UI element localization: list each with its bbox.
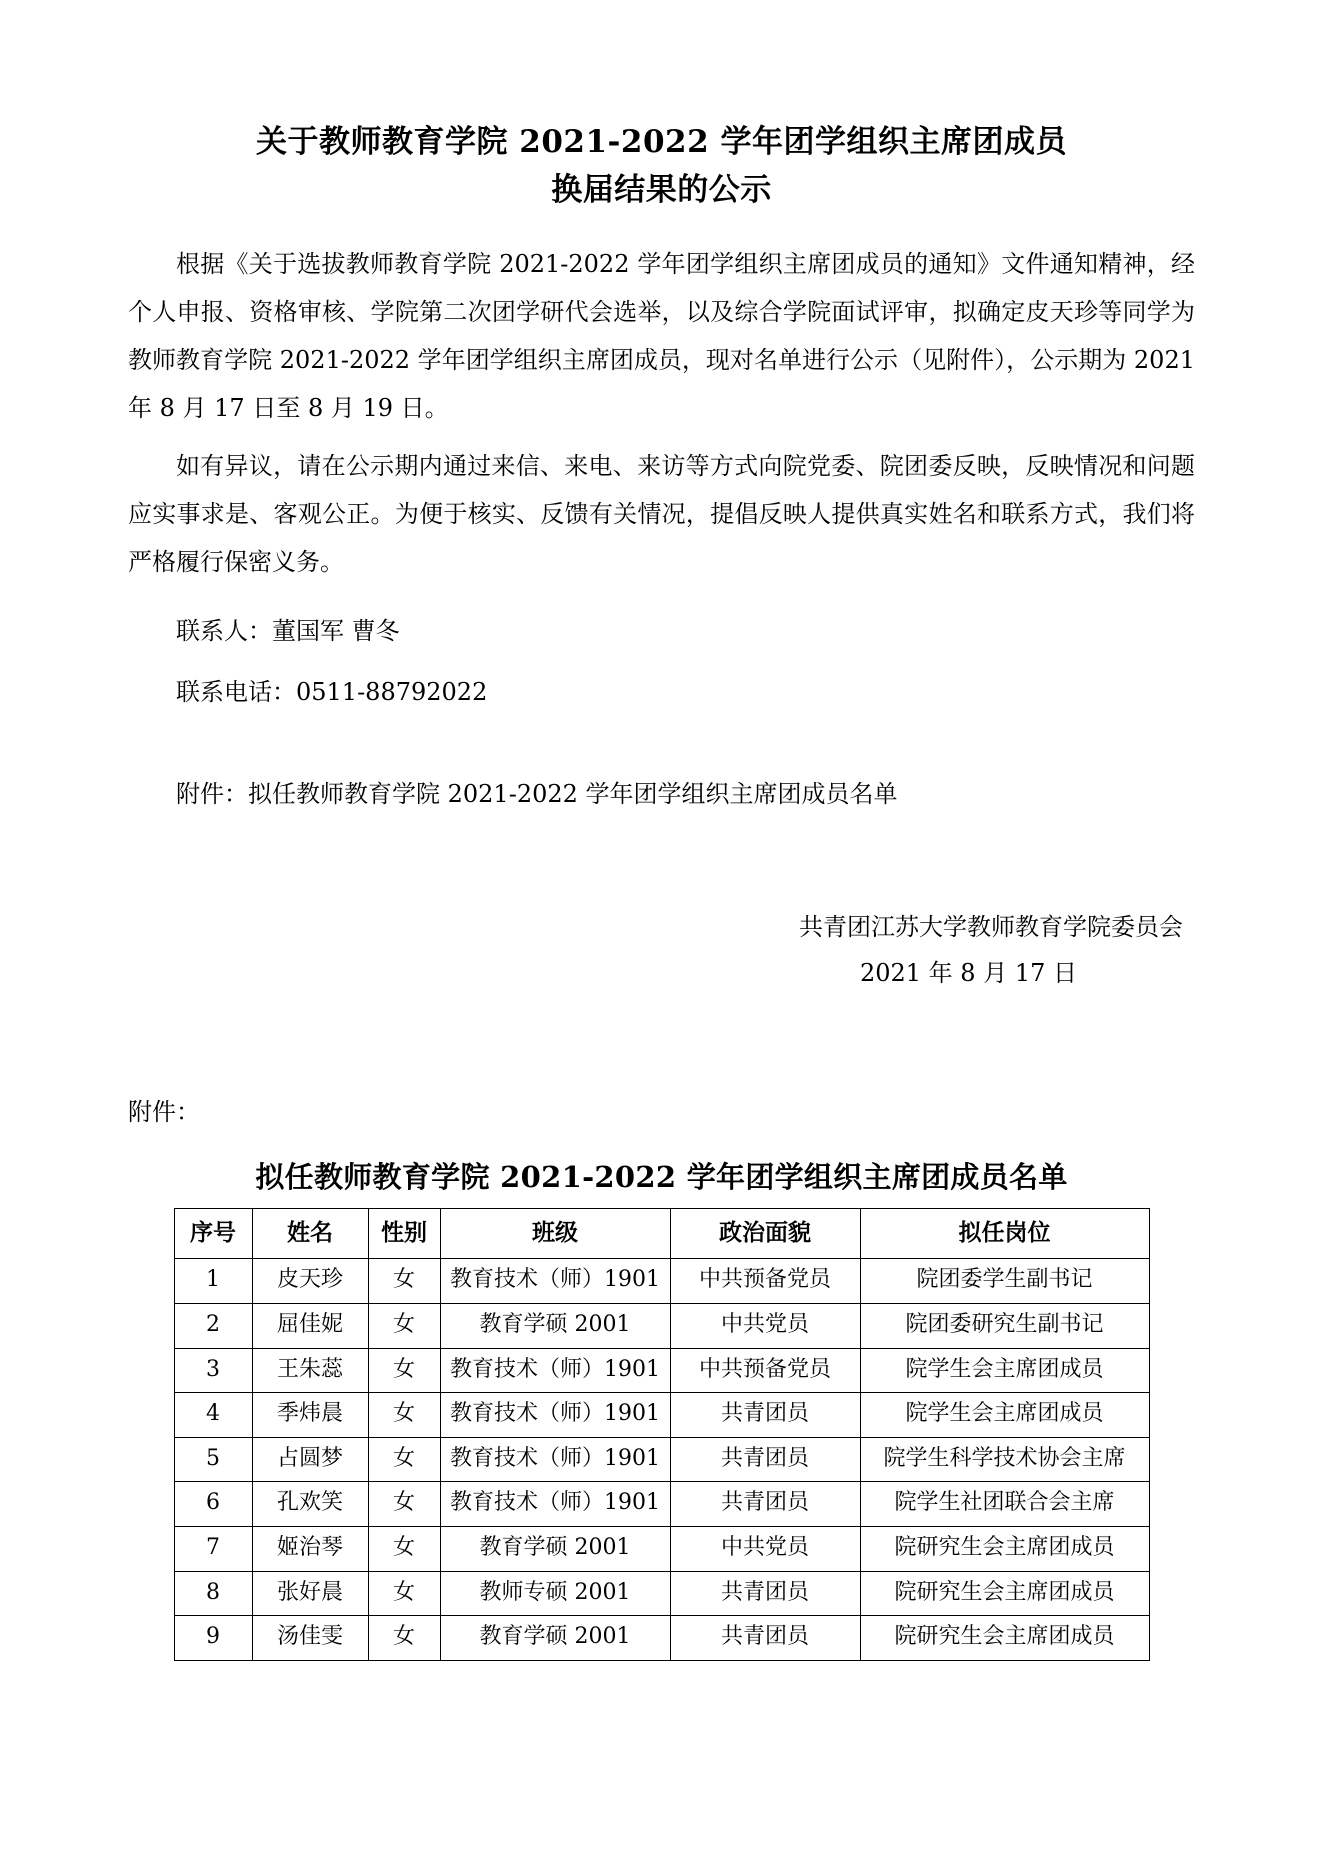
cell-gender: 女 [368,1437,440,1482]
cell-name: 季炜晨 [252,1393,368,1438]
cell-gender: 女 [368,1348,440,1393]
cell-gender: 女 [368,1393,440,1438]
cell-political-status: 共青团员 [670,1437,860,1482]
cell-position: 院团委学生副书记 [860,1259,1149,1304]
cell-class: 教育技术（师）1901 [440,1482,670,1527]
cell-index: 5 [174,1437,252,1482]
table-row [174,1303,1149,1348]
cell-index: 2 [174,1303,252,1348]
cell-position: 院学生社团联合会主席 [860,1482,1149,1527]
table-title: 拟任教师教育学院 2021-2022 学年团学组织主席团成员名单 [255,1160,1068,1195]
cell-index: 9 [174,1616,252,1661]
cell-name: 皮天珍 [252,1259,368,1304]
cell-gender: 女 [368,1616,440,1661]
cell-index: 6 [174,1482,252,1527]
cell-position: 院学生会主席团成员 [860,1393,1149,1438]
cell-position: 院学生会主席团成员 [860,1348,1149,1393]
table-row [174,1437,1149,1482]
table-row [174,1348,1149,1393]
table-row [174,1571,1149,1616]
cell-gender: 女 [368,1259,440,1304]
cell-political-status: 共青团员 [670,1616,860,1661]
table-row [174,1259,1149,1304]
cell-political-status: 共青团员 [670,1393,860,1438]
cell-class: 教育学硕 2001 [440,1616,670,1661]
cell-name: 姬治琴 [252,1526,368,1571]
contact-phone: 联系电话：0511-88792022 [176,677,488,706]
cell-index: 3 [174,1348,252,1393]
attachment-label: 附件： [128,1098,200,1127]
cell-name: 张好晨 [252,1571,368,1616]
page-title [128,118,1195,214]
cell-class: 教育技术（师）1901 [440,1437,670,1482]
cell-position: 院研究生会主席团成员 [860,1616,1149,1661]
roster-table [174,1208,1150,1660]
cell-political-status: 中共党员 [670,1526,860,1571]
cell-name: 汤佳雯 [252,1616,368,1661]
table-row [174,1526,1149,1571]
cell-gender: 女 [368,1526,440,1571]
table-row [174,1393,1149,1438]
cell-index: 1 [174,1259,252,1304]
column-header-gender: 性别 [368,1209,440,1259]
signature-organization: 共青团江苏大学教师教育学院委员会 [799,913,1183,942]
cell-political-status: 共青团员 [670,1571,860,1616]
column-header-class: 班级 [440,1209,670,1259]
cell-name: 孔欢笑 [252,1482,368,1527]
column-header-index: 序号 [174,1209,252,1259]
cell-index: 4 [174,1393,252,1438]
cell-name: 占圆梦 [252,1437,368,1482]
table-row [174,1616,1149,1661]
table-row [174,1482,1149,1527]
cell-class: 教师专硕 2001 [440,1571,670,1616]
cell-index: 8 [174,1571,252,1616]
signature-date: 2021 年 8 月 17 日 [859,958,1077,987]
cell-index: 7 [174,1526,252,1571]
cell-political-status: 中共预备党员 [670,1348,860,1393]
title-line-2: 换届结果的公示 [551,172,772,209]
cell-class: 教育学硕 2001 [440,1526,670,1571]
cell-class: 教育学硕 2001 [440,1303,670,1348]
cell-gender: 女 [368,1482,440,1527]
cell-gender: 女 [368,1571,440,1616]
cell-class: 教育技术（师）1901 [440,1259,670,1304]
column-header-political-status: 政治面貌 [670,1209,860,1259]
signature-block [128,905,1195,996]
cell-political-status: 中共预备党员 [670,1259,860,1304]
cell-position: 院研究生会主席团成员 [860,1526,1149,1571]
cell-gender: 女 [368,1303,440,1348]
cell-position: 院团委研究生副书记 [860,1303,1149,1348]
paragraph-1: 根据《关于选拔教师教育学院 2021-2022 学年团学组织主席团成员的通知》文件通知精神，经个人申报、资格审核、学院第二次团学研代会选举，以及综合学院面试评审，拟确定皮天珍等同学为教师教育学院 2021-2022 学年团学组织主席团成员，现对名单进行公示（见附件），公示期为 2021 年 8 月 17 日至 8 月 19 日。 [128,250,1195,423]
cell-name: 屈佳妮 [252,1303,368,1348]
contact-person: 联系人：董国军 曹冬 [176,617,400,646]
cell-political-status: 中共党员 [670,1303,860,1348]
column-header-name: 姓名 [252,1209,368,1259]
cell-class: 教育技术（师）1901 [440,1348,670,1393]
column-header-position: 拟任岗位 [860,1209,1149,1259]
cell-class: 教育技术（师）1901 [440,1393,670,1438]
attachment-reference: 附件：拟任教师教育学院 2021-2022 学年团学组织主席团成员名单 [176,779,898,808]
title-line-1: 关于教师教育学院 2021-2022 学年团学组织主席团成员 [255,124,1067,160]
cell-political-status: 共青团员 [670,1482,860,1527]
cell-name: 王朱蕊 [252,1348,368,1393]
cell-position: 院学生科学技术协会主席 [860,1437,1149,1482]
paragraph-2: 如有异议，请在公示期内通过来信、来电、来访等方式向院党委、院团委反映，反映情况和问题应实事求是、客观公正。为便于核实、反馈有关情况，提倡反映人提供真实姓名和联系方式，我们将严格履行保密义务。 [128,452,1195,577]
cell-position: 院研究生会主席团成员 [860,1571,1149,1616]
table-header-row [174,1209,1149,1259]
